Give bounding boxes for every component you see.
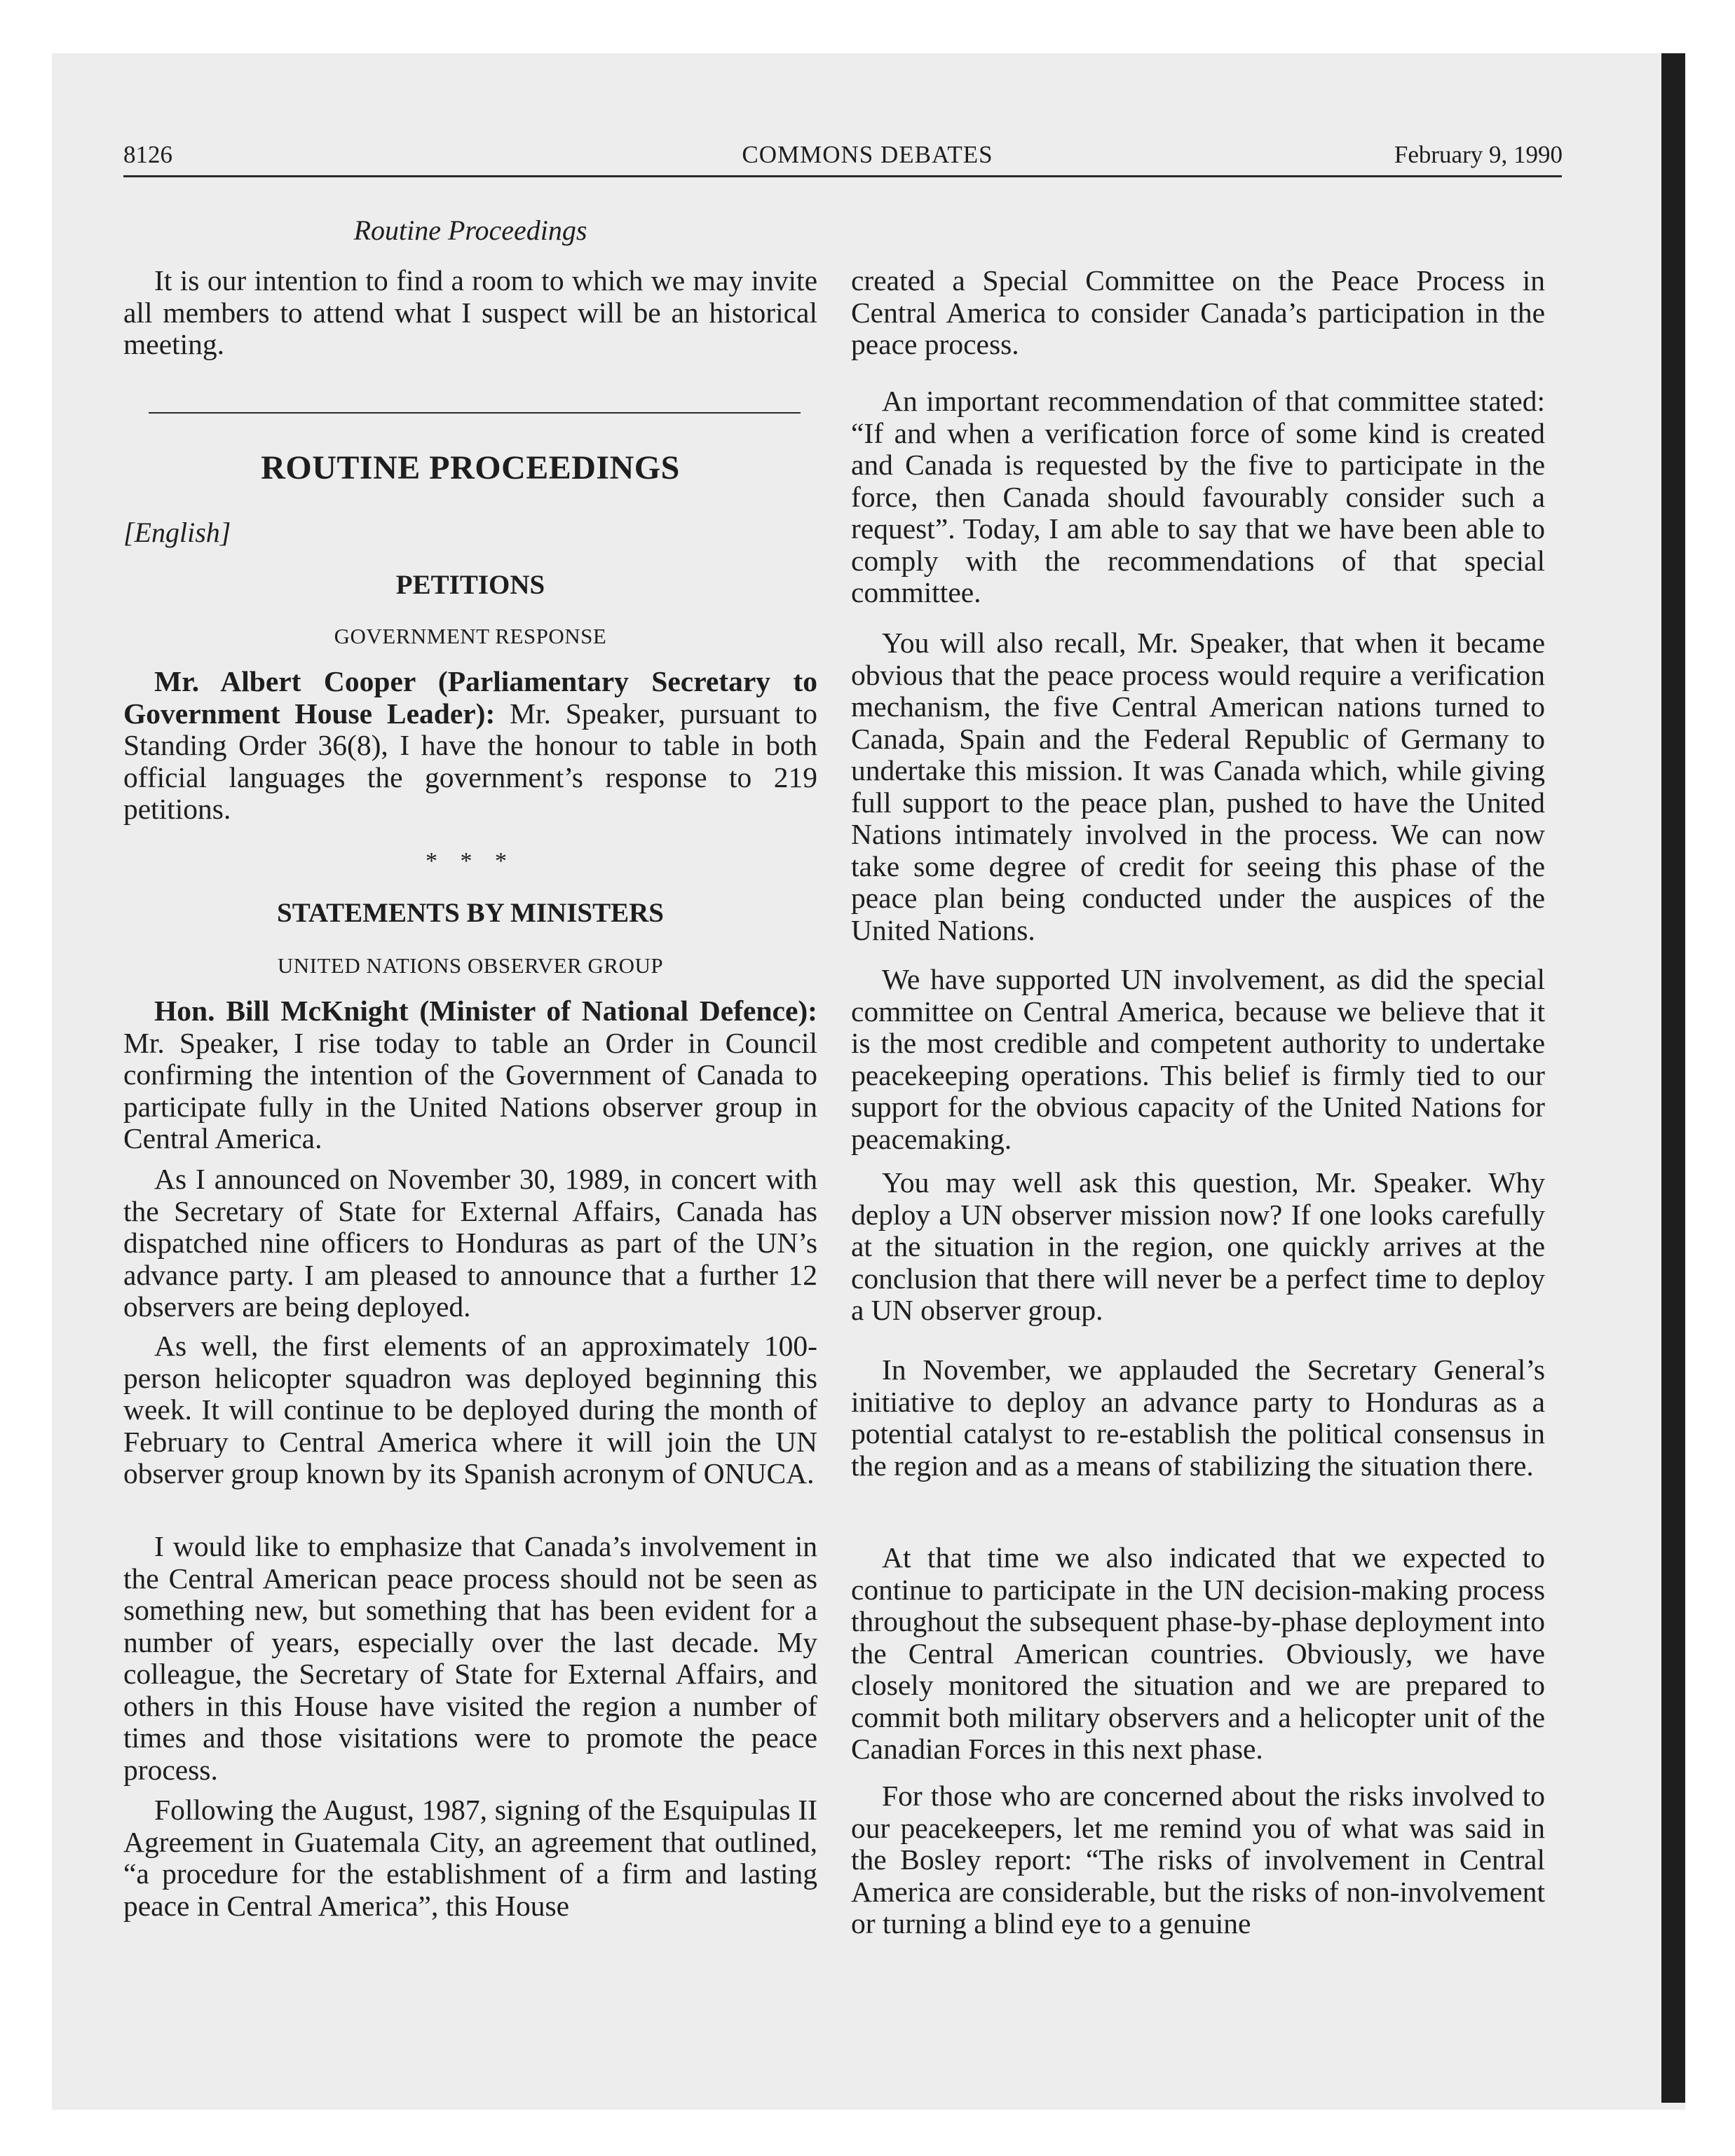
language-tag: [English] [123,517,231,548]
issue-date: February 9, 1990 [1394,141,1563,168]
risks-paragraph: For those who are concerned about the risks involved to our peacekeepers, let me remind you of what was said in the Bosley report: “The risks of involvement in Central America are considerable, but the risks of non-involvement or turning a blind eye to a genuine [851,1780,1545,1939]
petitions-text: Mr. Speaker, pursuant to Standing Order 36(8), I have the honour to table in both official languages the government’s response to 219 petitions. [123,697,817,825]
as-well-paragraph: As well, the first elements of an approximately 100-person helicopter squadron was deployed beginning this week. It will continue to be deployed during the month of February to Central America where it will join the UN observer group known by its Spanish acronym of ONUCA. [123,1330,817,1489]
petitions-subheading: GOVERNMENT RESPONSE [334,624,607,648]
announced-paragraph: As I announced on November 30, 1989, in concert with the Secretary of State for External Affairs, Canada has dispatched nine officers to Honduras as part of the UN’s advance party. I am pleased to announce that a further 12 observers are being deployed. [123,1163,817,1323]
statements-subheading: UNITED NATIONS OBSERVER GROUP [277,953,664,978]
page-number: 8126 [123,141,172,168]
statements-paragraph [123,995,817,1155]
supported-paragraph: We have supported UN involvement, as did the special committee on Central America, because we believe that it is the most credible and competent authority to undertake peacekeeping operations. This belief is firmly tied to our support for the obvious capacity of the United Nations for peacemaking. [851,963,1545,1155]
statements-speaker: Hon. Bill McKnight (Minister of National Defence): [154,995,817,1027]
scan-edge-shadow [1661,53,1685,2103]
section-title: ROUTINE PROCEEDINGS [261,449,680,486]
statements-heading: STATEMENTS BY MINISTERS [277,898,664,928]
header-rule [123,175,1562,177]
statements-text: Mr. Speaker, I rise today to table an Order in Council confirming the intention of the Government of Canada to participate fully in the United Nations observer group in Central America. [123,1026,817,1154]
section-divider [149,412,801,414]
publication-title: COMMONS DEBATES [742,141,993,168]
petitions-speaker: Mr. Albert Cooper (Parliamentary Secretary to Government House Leader): [123,665,817,730]
that-time-paragraph: At that time we also indicated that we expected to continue to participate in the UN decision-making process throughout the subsequent phase-by-phase deployment into the Central American countries. Obviously, we have closely monitored the situation and we are prepared to commit both military observers and a helicopter unit of the Canadian Forces in this next phase. [851,1541,1545,1765]
recall-paragraph: You will also recall, Mr. Speaker, that when it became obvious that the peace process would require a verification mechanism, the five Central American nations turned to Canada, Spain and the Federal Republic of Germany to undertake this mission. It was Canada which, while giving full support to the peace plan, pushed to have the United Nations intimately involved in the process. We can now take some degree of credit for seeing this phase of the peace plan being conducted under the auspices of the United Nations. [851,627,1545,946]
separator-asterisks: * * * [426,848,515,874]
petitions-heading: PETITIONS [395,570,545,600]
intro-paragraph: It is our intention to find a room to which we may invite all members to attend what I suspect will be an historical meeting. [123,264,817,360]
created-paragraph: created a Special Committee on the Peace Process in Central America to consider Canada’s participation in the peace process. [851,264,1545,360]
running-head: Routine Proceedings [353,214,587,246]
petitions-paragraph [123,666,817,826]
emphasize-paragraph: I would like to emphasize that Canada’s involvement in the Central American peace process should not be seen as something new, but something that has been evident for a number of years, especially over the last decade. My colleague, the Secretary of State for External Affairs, and others in this House have visited the region a number of times and those visitations were to promote the peace process. [123,1530,817,1786]
following-paragraph: Following the August, 1987, signing of the Esquipulas II Agreement in Guatemala City, an agreement that outlined, “a procedure for the establishment of a firm and lasting peace in Central America”, this House [123,1794,817,1922]
november-paragraph: In November, we applauded the Secretary General’s initiative to deploy an advance party to Honduras as a potential catalyst to re-establish the political consensus in the region and as a means of stabilizing the situation there. [851,1353,1545,1482]
recommendation-paragraph: An important recommendation of that committee stated: “If and when a verification force of some kind is created and Canada is requested by the five to participate in the force, then Canada should favourably consider such a request”. Today, I am able to say that we have been able to comply with the recommendations of that special committee. [851,385,1545,608]
ask-paragraph: You may well ask this question, Mr. Speaker. Why deploy a UN observer mission now? If one looks carefully at the situation in the region, one quickly arrives at the conclusion that there will never be a perfect time to deploy a UN observer group. [851,1166,1545,1326]
